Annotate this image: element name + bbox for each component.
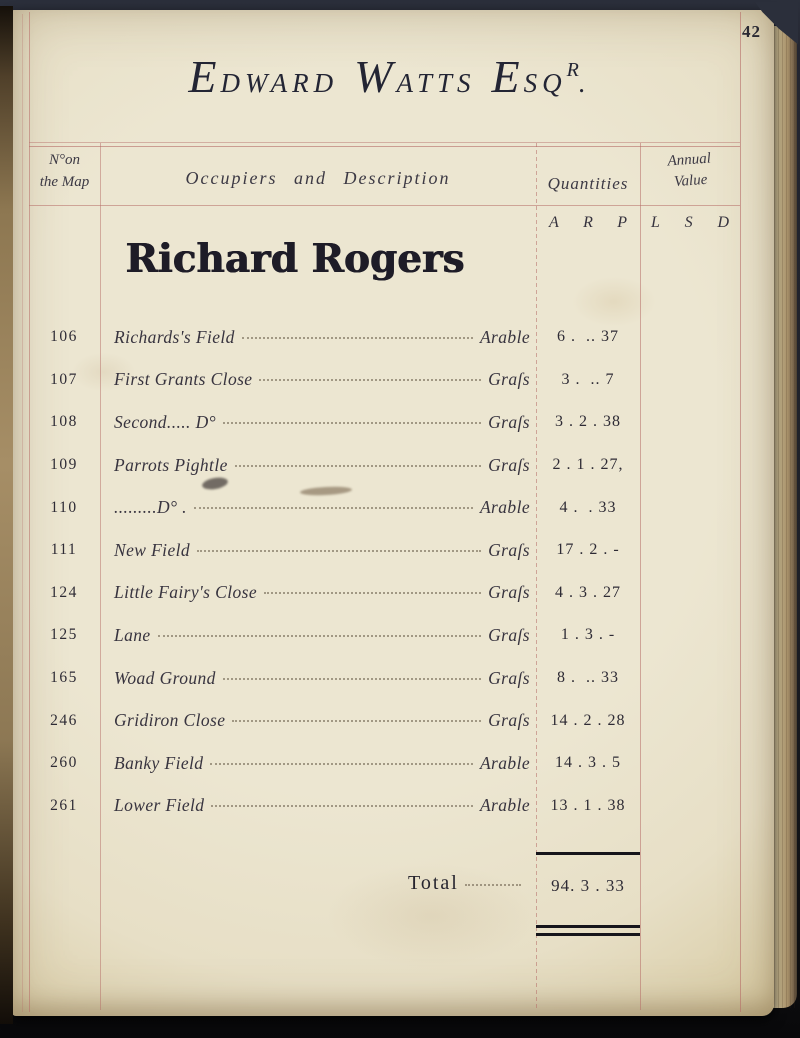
land-type: Graſs [488, 710, 530, 731]
total-label: Total [408, 872, 521, 895]
quantity-value: 3 . 2 . 38 [555, 413, 621, 431]
quantity-value: 2 . 1 . 27, [552, 456, 624, 474]
field-name: Lane [114, 624, 151, 645]
dotted-leader [158, 635, 482, 637]
field-name: New Field [114, 539, 191, 560]
dotted-leader [194, 507, 473, 509]
table-row [12, 614, 740, 657]
column-header-quantities: Quantities [547, 174, 629, 193]
field-name: Richards's Field [114, 326, 235, 347]
quantity-value: 14 . 2 . 28 [550, 711, 626, 729]
land-type: Graſs [488, 411, 530, 432]
quantity-value: 17 . 2 . - [556, 541, 620, 559]
dotted-leader [264, 592, 481, 594]
quantity-value: 4 . 3 . 27 [555, 583, 621, 601]
book-spine-edge [0, 6, 13, 1024]
right-margin-rule [740, 12, 741, 1012]
map-number: 260 [50, 754, 78, 772]
map-number: 261 [50, 796, 78, 814]
table-row [12, 316, 740, 359]
table-row [12, 401, 740, 444]
page-stack-edge [770, 26, 797, 1008]
header-top-rule-1 [29, 142, 740, 143]
total-rule-above [536, 852, 640, 855]
dotted-leader [235, 465, 481, 467]
map-number: 109 [50, 456, 78, 474]
column-header-map-number: N°on the Map [39, 152, 90, 190]
dotted-leader [232, 720, 481, 722]
table-row [12, 486, 740, 529]
table-row [12, 742, 740, 785]
field-name: Gridiron Close [114, 710, 226, 731]
title-initial: W [354, 51, 397, 102]
table-row [12, 359, 740, 402]
land-type: Graſs [488, 369, 530, 390]
land-type: Arable [479, 752, 530, 773]
land-type: Graſs [488, 539, 530, 560]
quantity-value: 14 . 3 . 5 [555, 754, 621, 772]
field-name: Woad Ground [114, 667, 216, 688]
dotted-leader [259, 379, 481, 381]
field-name: Second..... D° [114, 411, 217, 432]
ledger-rows [12, 316, 740, 827]
land-type: Arable [479, 326, 530, 347]
table-row [12, 785, 740, 828]
land-type: Graſs [488, 582, 530, 603]
column-header-annual-value: Annual Value [667, 150, 712, 191]
quantity-value: 13 . 1 . 38 [550, 796, 626, 814]
dotted-leader [223, 678, 481, 680]
field-name: Lower Field [114, 795, 205, 816]
column-header-occupiers: Occupiers and Description [185, 168, 451, 188]
header-top-rule-2 [29, 146, 740, 147]
dotted-leader [211, 805, 473, 807]
quantity-value: 3 . .. 7 [561, 370, 615, 388]
table-row [12, 699, 740, 742]
dotted-leader [210, 763, 473, 765]
land-type: Arable [479, 795, 530, 816]
land-type: Arable [479, 497, 530, 518]
land-type: Graſs [488, 667, 530, 688]
dotted-leader [223, 422, 481, 424]
table-row [12, 444, 740, 487]
ledger-page [12, 10, 774, 1016]
dotted-leader [197, 550, 481, 552]
dotted-leader [242, 337, 473, 339]
units-arp: A R P [549, 214, 627, 231]
map-number: 106 [50, 328, 78, 346]
field-name: Parrots Pightle [114, 454, 228, 475]
map-number: 246 [50, 711, 78, 729]
map-number: 111 [50, 541, 78, 559]
field-name: Banky Field [114, 752, 204, 773]
map-number: 165 [50, 669, 78, 687]
map-number: 108 [50, 413, 78, 431]
land-type: Graſs [488, 624, 530, 645]
quantity-value: 1 . 3 . - [560, 626, 616, 644]
map-number: 125 [50, 626, 78, 644]
field-name: Little Fairy's Close [114, 582, 257, 603]
units-lsd: L S D [651, 214, 729, 231]
field-name: First Grants Close [114, 369, 253, 390]
map-number: 124 [50, 583, 78, 601]
field-name: .........D° . [114, 497, 187, 518]
dotted-leader [465, 884, 521, 886]
table-row [12, 657, 740, 700]
page-number: 42 [742, 22, 761, 41]
total-double-rule-2 [536, 933, 640, 936]
title-superscript: R [566, 59, 579, 81]
map-number: 110 [50, 498, 78, 516]
title-initial: E [491, 51, 524, 102]
land-type: Graſs [488, 454, 530, 475]
total-quantity: 94. 3 . 33 [551, 876, 625, 895]
owner-title: EDWARD WATTS ESQR. [188, 51, 586, 102]
header-bottom-rule [29, 205, 740, 206]
table-row [12, 529, 740, 572]
occupier-name-heading: Richard Rogers [125, 236, 465, 282]
quantity-value: 8 . .. 33 [557, 669, 619, 687]
map-number: 107 [50, 370, 78, 388]
total-double-rule-1 [536, 925, 640, 928]
quantity-value: 6 . .. 37 [557, 328, 619, 346]
quantity-value: 4 . . 33 [559, 498, 617, 516]
title-initial: E [188, 51, 221, 102]
table-row [12, 572, 740, 615]
